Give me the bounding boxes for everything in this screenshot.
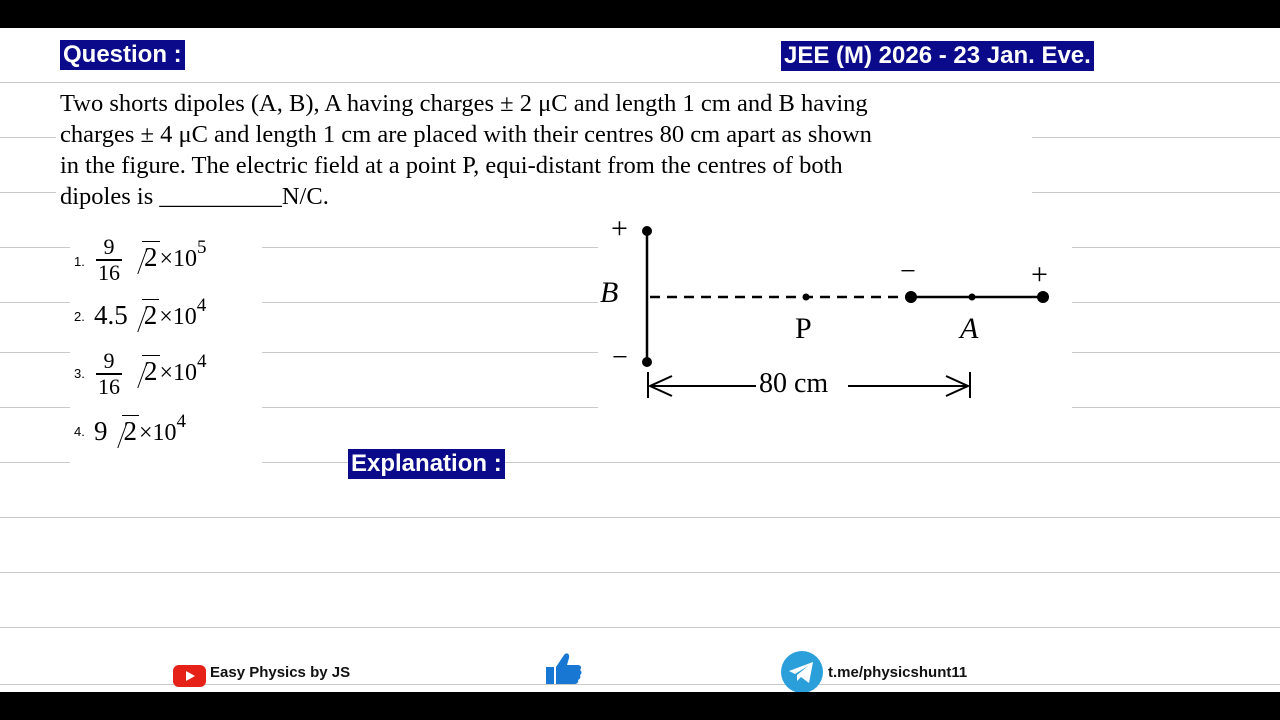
telegram-link[interactable]: t.me/physicshunt11: [828, 664, 968, 681]
youtube-icon[interactable]: [173, 664, 207, 688]
radicand: 2: [143, 300, 158, 330]
fraction-numerator: 9: [103, 348, 115, 373]
bottom-letterbox: [0, 692, 1280, 720]
exponent: 4: [197, 351, 207, 372]
radicand: 2: [123, 416, 137, 446]
point-p: [803, 294, 810, 301]
fraction-numerator: 9: [103, 234, 115, 259]
dipole-a-positive-charge: [1037, 291, 1049, 303]
distance-label: 80 cm: [759, 368, 829, 399]
plus-a-label: +: [1031, 258, 1048, 291]
plus-top-label: +: [611, 212, 628, 245]
option-number: 2.: [74, 309, 85, 324]
times-ten: ×10: [139, 420, 177, 446]
dipole-b-label: B: [600, 276, 619, 309]
question-label: Question :: [60, 40, 185, 70]
option-number: 1.: [74, 254, 85, 269]
times-ten: ×10: [159, 246, 198, 272]
dipole-a-label: A: [960, 312, 979, 345]
question-line: Two shorts dipoles (A, B), A having charges ± 2 μC and length 1 cm and B having: [60, 90, 868, 117]
option-number: 3.: [74, 366, 85, 381]
question-line: dipoles is __________N/C.: [60, 183, 329, 210]
fraction-denominator: 16: [98, 259, 120, 285]
question-line: charges ± 4 μC and length 1 cm are placed with their centres 80 cm apart as shown: [60, 121, 872, 148]
dipole-a-negative-charge: [905, 291, 917, 303]
dipole-b-positive-charge: [642, 226, 652, 236]
option-number: 4.: [74, 424, 85, 439]
coefficient: 9: [94, 416, 108, 446]
explanation-label: Explanation :: [348, 449, 505, 479]
point-p-label: P: [795, 312, 812, 345]
fraction-denominator: 16: [98, 373, 120, 399]
exponent: 5: [197, 237, 207, 258]
radicand: 2: [144, 242, 158, 272]
radicand: 2: [144, 356, 158, 386]
channel-name[interactable]: Easy Physics by JS: [210, 664, 351, 681]
thumbs-up-icon[interactable]: [544, 649, 584, 687]
dipole-b-negative-charge: [642, 357, 652, 367]
exam-label: JEE (M) 2026 - 23 Jan. Eve.: [781, 41, 1094, 71]
telegram-icon[interactable]: [780, 650, 824, 692]
minus-a-label: −: [900, 256, 916, 287]
coefficient: 4.5: [94, 300, 128, 330]
minus-bottom-label: −: [612, 342, 628, 373]
times-ten: ×10: [159, 360, 198, 386]
exponent: 4: [176, 411, 187, 432]
dipole-a-centre: [969, 294, 976, 301]
question-line: in the figure. The electric field at a point P, equi-distant from the centres of both: [60, 152, 843, 179]
exponent: 4: [196, 295, 207, 316]
times-ten: ×10: [159, 304, 197, 330]
